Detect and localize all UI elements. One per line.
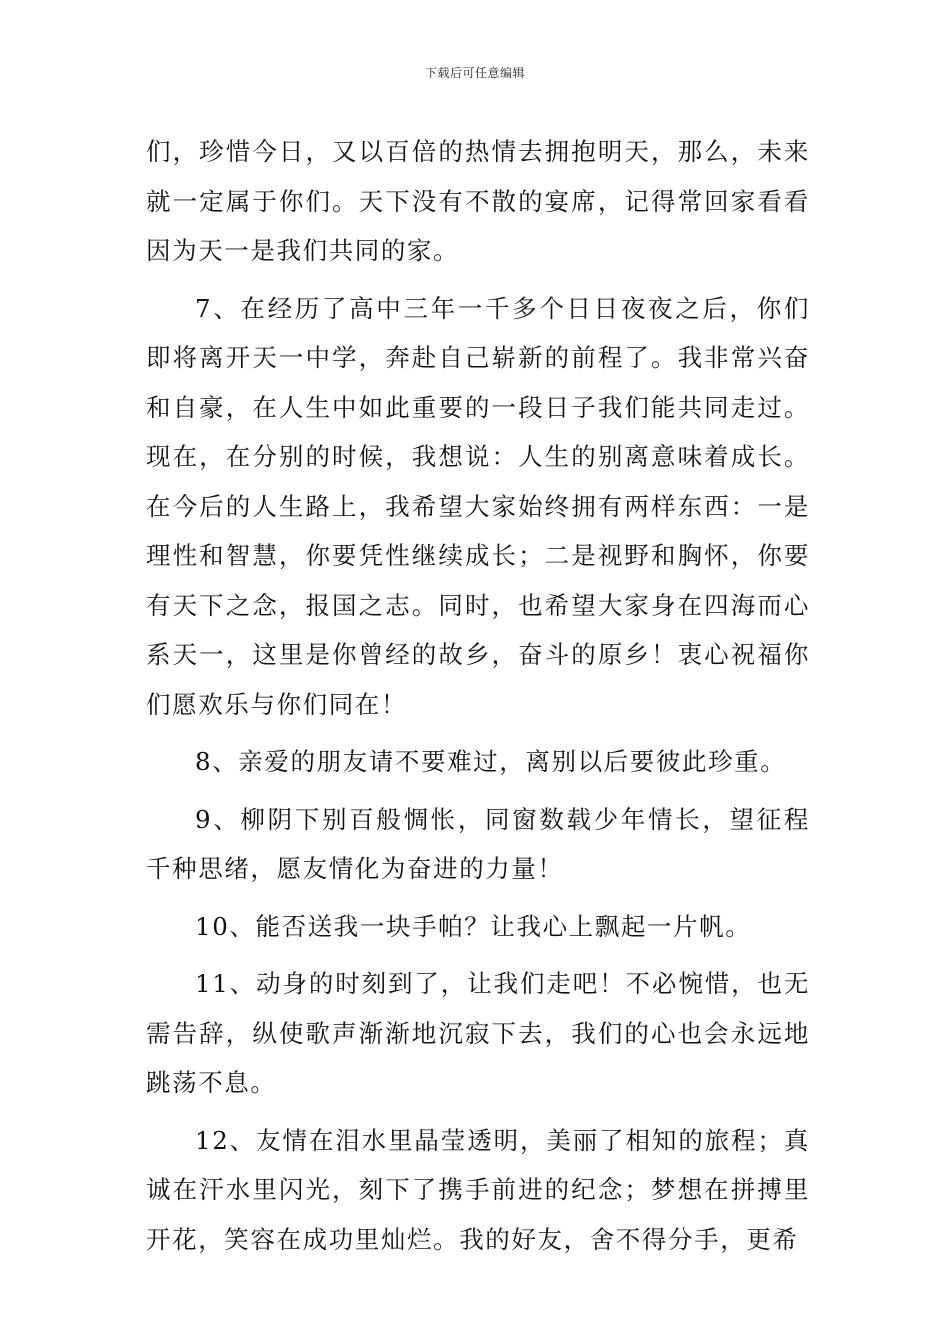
paragraph-item-10: 10、能否送我一块手帕？让我心上飘起一片帆。 [195,911,752,941]
document-body [146,127,810,1272]
paragraph-item-8: 8、亲爱的朋友请不要难过，离别以后要彼此珍重。 [195,747,787,776]
paragraph-item-11: 11、动身的时刻到了，让我们走吧！不必惋惜，也无需告辞，纵使歌声渐渐地沉寂下去，我们的心也会永远地跳荡不息。 [146,969,810,1097]
page-header: 下载后可任意编辑 [424,66,525,80]
paragraph-item-9: 9、柳阴下别百般惆怅，同窗数载少年情长，望征程千种思绪，愿友情化为奋进的力量！ [146,804,810,883]
paragraph-item-12: 12、友情在泪水里晶莹透明，美丽了相知的旅程；真诚在汗水里闪光，刻下了携手前进的纪念；梦想在拼搏里开花，笑容在成功里灿烂。我的好友，舍不得分手，更希 [146,1125,810,1254]
paragraph-item-7: 7、在经历了高中三年一千多个日日夜夜之后，你们即将离开天一中学，奔赴自己崭新的前程了。我非常兴奋和自豪，在人生中如此重要的一段日子我们能共同走过。现在，在分别的时候，我想说：人生的别离意味着成长。在今后的人生路上，我希望大家始终拥有两样东西：一是理性和智慧，你要凭性继续成长；二是视野和胸怀，你要有天下之念，报国之志。同时，也希望大家身在四海而心系天一，这里是你曾经的故乡，奋斗的原乡！衷心祝福你们愿欢乐与你们同在！ [146,293,810,719]
paragraph-continuation: 们，珍惜今日，又以百倍的热情去拥抱明天，那么，未来就一定属于你们。天下没有不散的宴席，记得常回家看看因为天一是我们共同的家。 [146,137,810,265]
